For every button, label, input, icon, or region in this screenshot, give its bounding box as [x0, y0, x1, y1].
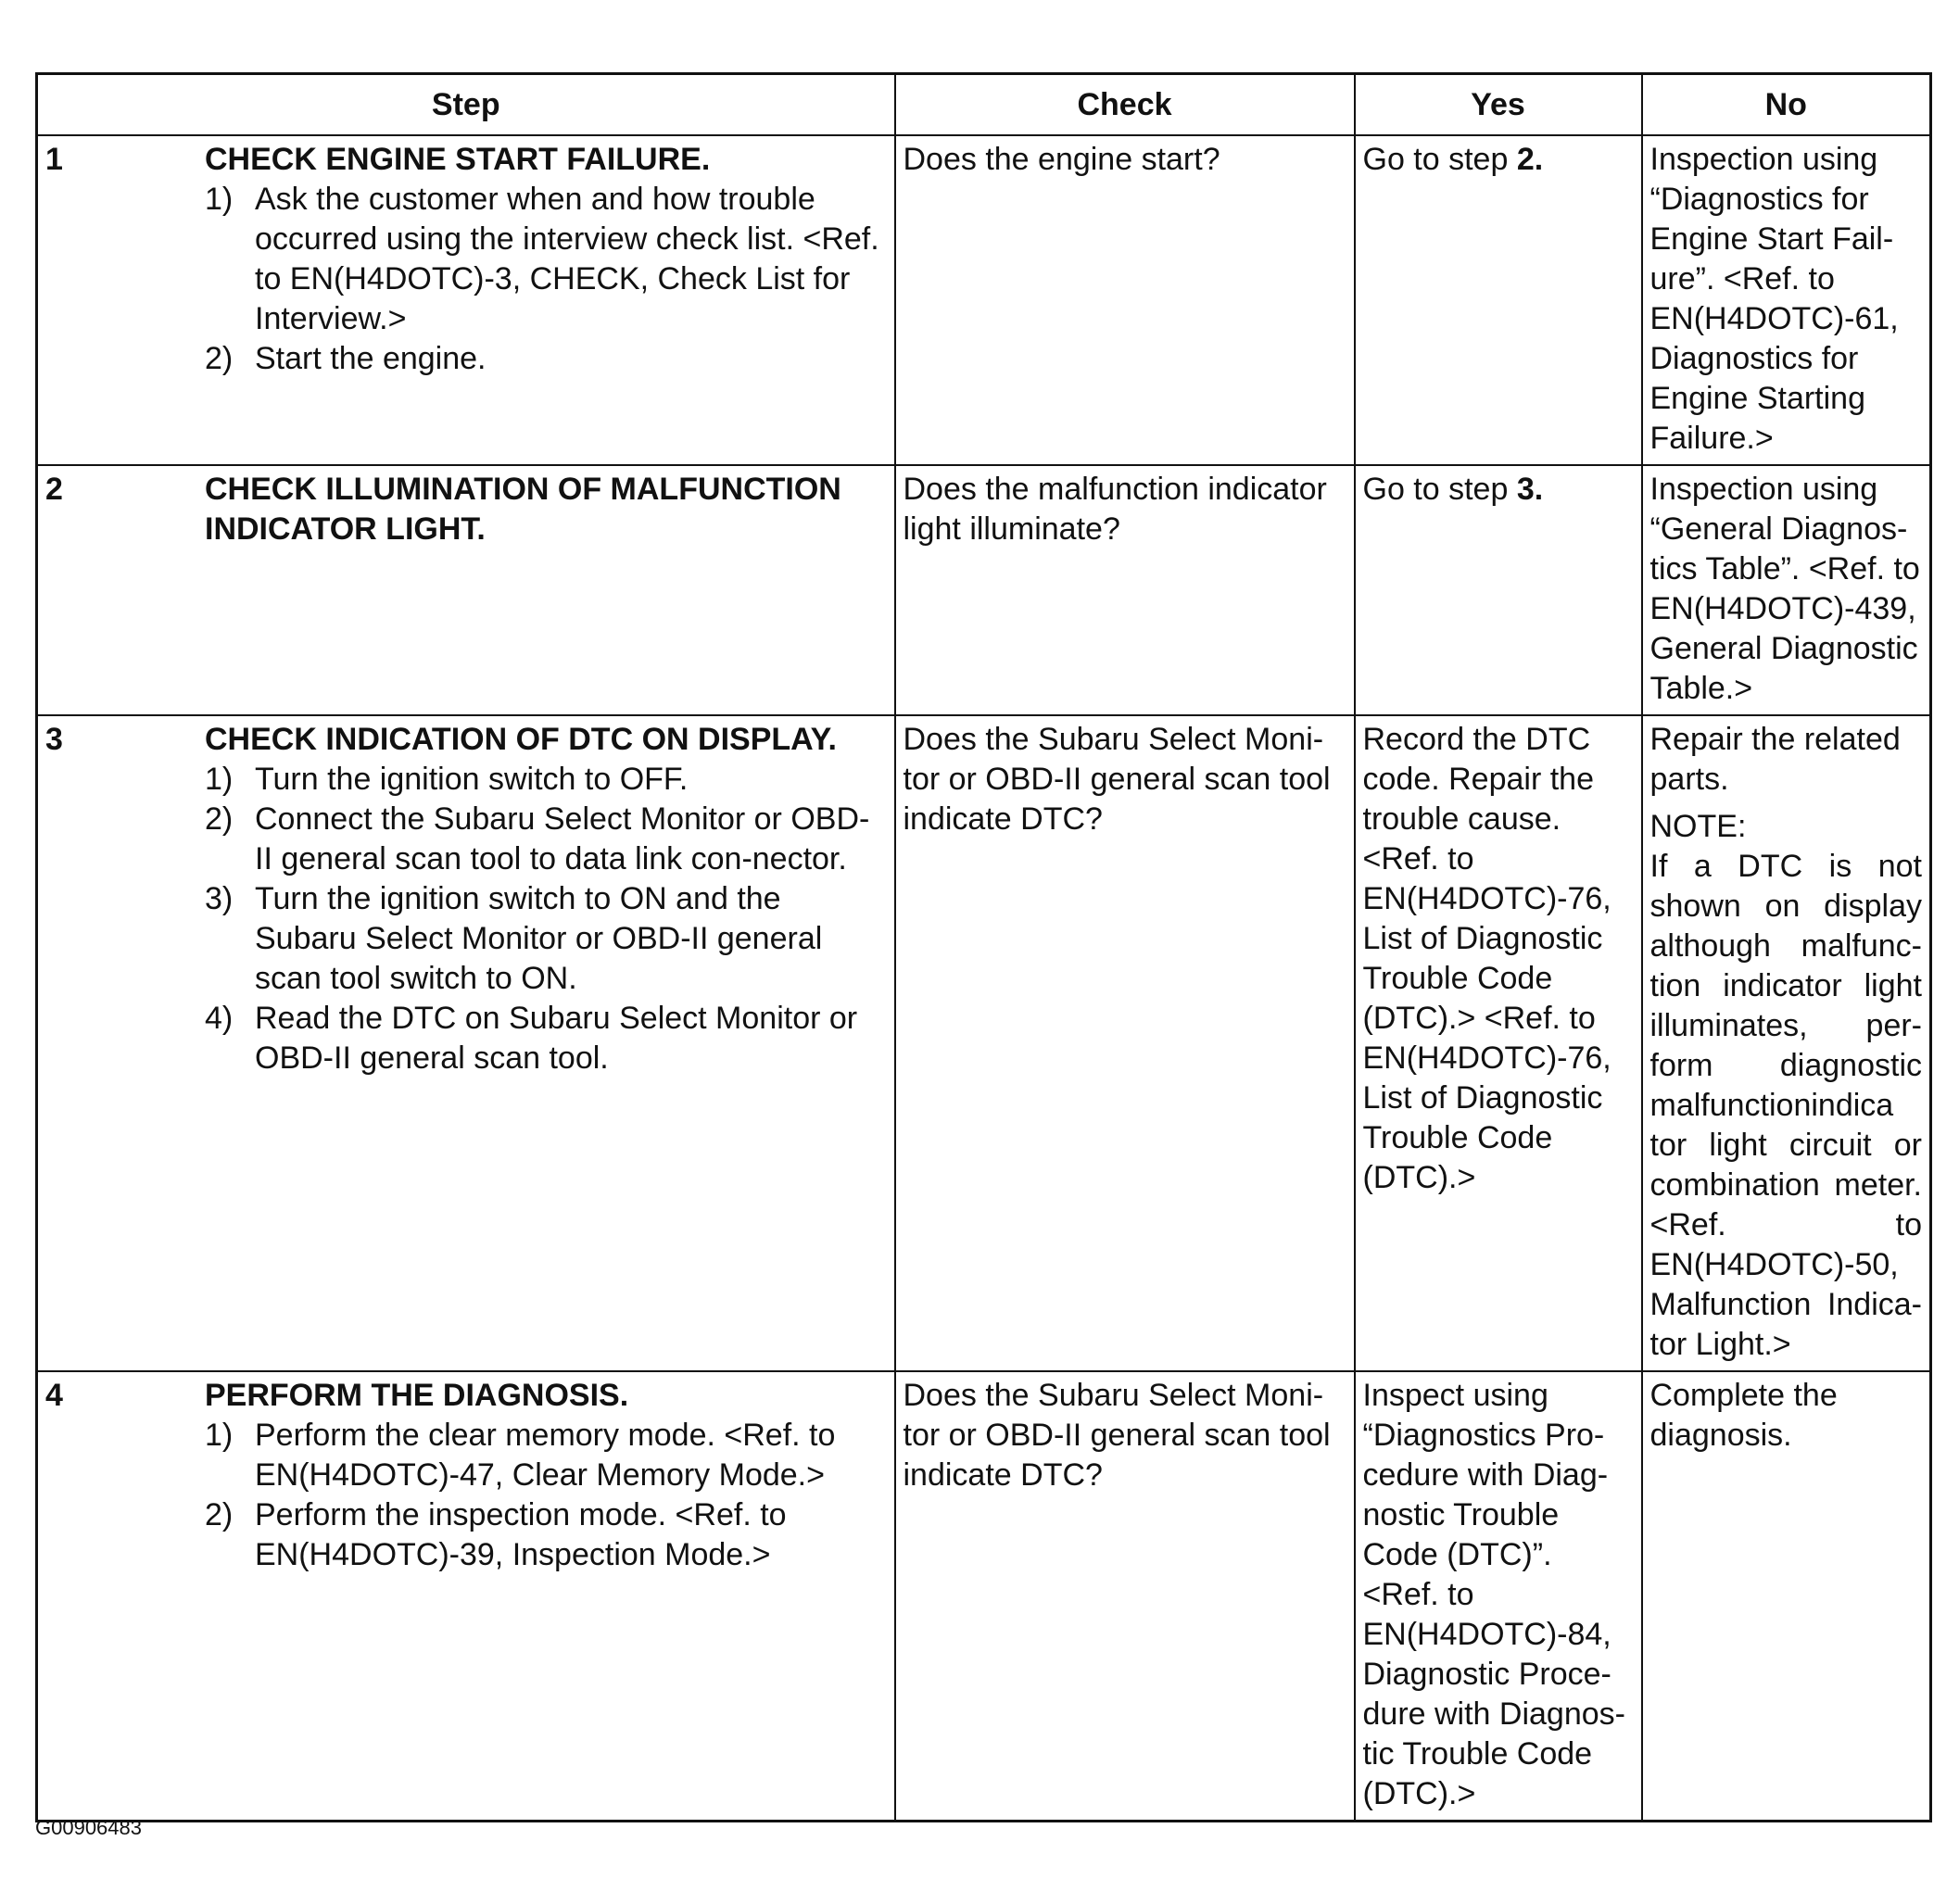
no-cell: [1642, 715, 1931, 1371]
step-number: 2: [45, 472, 63, 507]
substep-text: Perform the inspection mode. <Ref. to EN(H4DOTC)-39, Inspection Mode.>: [255, 1497, 787, 1572]
step-reference: 2.: [1516, 142, 1544, 177]
step-cell: [37, 715, 895, 1371]
no-text: Repair the related parts.: [1649, 722, 1901, 797]
substep-number: 2): [205, 1497, 234, 1532]
step-cell: [37, 135, 895, 465]
step-title: CHECK ILLUMINATION OF MALFUNCTION INDICATOR LIGHT.: [205, 472, 841, 547]
step-cell: [37, 465, 895, 715]
header-yes: Yes: [1355, 74, 1642, 136]
table-header-row: [37, 74, 1931, 136]
substep: [205, 1495, 887, 1575]
substep-list: [205, 1416, 887, 1575]
yes-cell: Inspect using “Diagnostics Pro-cedure with Diag-nostic Trouble Code (DTC)”. <Ref. to EN(H4DOTC)-84, Diagnostic Proce-dure with Diagnos-tic Trouble Code (DTC).>: [1355, 1371, 1642, 1822]
substep-text: Ask the customer when and how trouble occurred using the interview check list. <Ref. to EN(H4DOTC)-3, CHECK, Check List for Interview.>: [255, 182, 879, 336]
substep-number: 1): [205, 1418, 234, 1453]
substep-number: 2): [205, 341, 234, 376]
substep-text: Turn the ignition switch to OFF.: [255, 762, 689, 797]
substep-text: Connect the Subaru Select Monitor or OBD-II general scan tool to data link con-nector.: [255, 801, 870, 876]
figure-code: G00906483: [35, 1816, 142, 1839]
header-step: Step: [37, 74, 895, 136]
yes-text: Go to step: [1362, 472, 1517, 507]
substep: [205, 800, 887, 879]
no-cell: Complete the diagnosis.: [1642, 1371, 1931, 1822]
substep-number: 1): [205, 762, 234, 797]
yes-cell: [1355, 465, 1642, 715]
substep-text: Read the DTC on Subaru Select Monitor or OBD-II general scan tool.: [255, 1001, 858, 1076]
check-cell: Does the Subaru Select Moni-tor or OBD-II general scan tool indicate DTC?: [895, 715, 1355, 1371]
substep: [205, 760, 887, 800]
note-label: NOTE:: [1649, 809, 1747, 844]
substep-text: Turn the ignition switch to ON and the Subaru Select Monitor or OBD-II general scan tool switch to ON.: [255, 881, 823, 996]
substep-number: 1): [205, 182, 234, 217]
step-reference: 3.: [1516, 472, 1544, 507]
diagnostic-table: [35, 72, 1932, 1822]
no-cell: Inspection using “General Diagnos-tics Table”. <Ref. to EN(H4DOTC)-439, General Diagnostic Table.>: [1642, 465, 1931, 715]
substep: [205, 879, 887, 999]
substep-number: 3): [205, 881, 234, 916]
table-row: [37, 135, 1931, 465]
substep: [205, 1416, 887, 1495]
yes-cell: Record the DTC code. Repair the trouble cause. <Ref. to EN(H4DOTC)-76, List of Diagnostic Trouble Code (DTC).> <Ref. to EN(H4DOTC)-76, List of Diagnostic Trouble Code (DTC).>: [1355, 715, 1642, 1371]
check-cell: Does the engine start?: [895, 135, 1355, 465]
substep: [205, 999, 887, 1078]
substep-text: Perform the clear memory mode. <Ref. to EN(H4DOTC)-47, Clear Memory Mode.>: [255, 1418, 836, 1493]
step-number: 4: [45, 1378, 63, 1413]
header-no: No: [1642, 74, 1931, 136]
check-cell: Does the Subaru Select Moni-tor or OBD-II general scan tool indicate DTC?: [895, 1371, 1355, 1822]
note-text: If a DTC is not shown on display although malfunc-tion indicator light illuminates, per-form diagnostic malfunctionindica tor light circuit or combination meter. <Ref. to EN(H4DOTC)-50, Malfunction Indica-tor Light.>: [1649, 849, 1922, 1362]
no-cell: Inspection using “Diagnostics for Engine Start Fail-ure”. <Ref. to EN(H4DOTC)-61, Diagnostics for Engine Starting Failure.>: [1642, 135, 1931, 465]
yes-cell: [1355, 135, 1642, 465]
substep-number: 4): [205, 1001, 234, 1036]
substep-number: 2): [205, 801, 234, 837]
table-row: [37, 1371, 1931, 1822]
header-check: Check: [895, 74, 1355, 136]
table-row: [37, 465, 1931, 715]
substep: [205, 180, 887, 339]
step-cell: [37, 1371, 895, 1822]
step-title: CHECK ENGINE START FAILURE.: [205, 142, 711, 177]
step-number: 3: [45, 722, 63, 757]
step-number: 1: [45, 142, 63, 177]
step-title: PERFORM THE DIAGNOSIS.: [205, 1378, 629, 1413]
yes-text: Go to step: [1362, 142, 1517, 177]
table-row: [37, 715, 1931, 1371]
substep-list: [205, 180, 887, 379]
substep-list: [205, 760, 887, 1078]
substep: [205, 339, 887, 379]
check-cell: Does the malfunction indicator light illuminate?: [895, 465, 1355, 715]
step-title: CHECK INDICATION OF DTC ON DISPLAY.: [205, 722, 837, 757]
substep-text: Start the engine.: [255, 341, 487, 376]
